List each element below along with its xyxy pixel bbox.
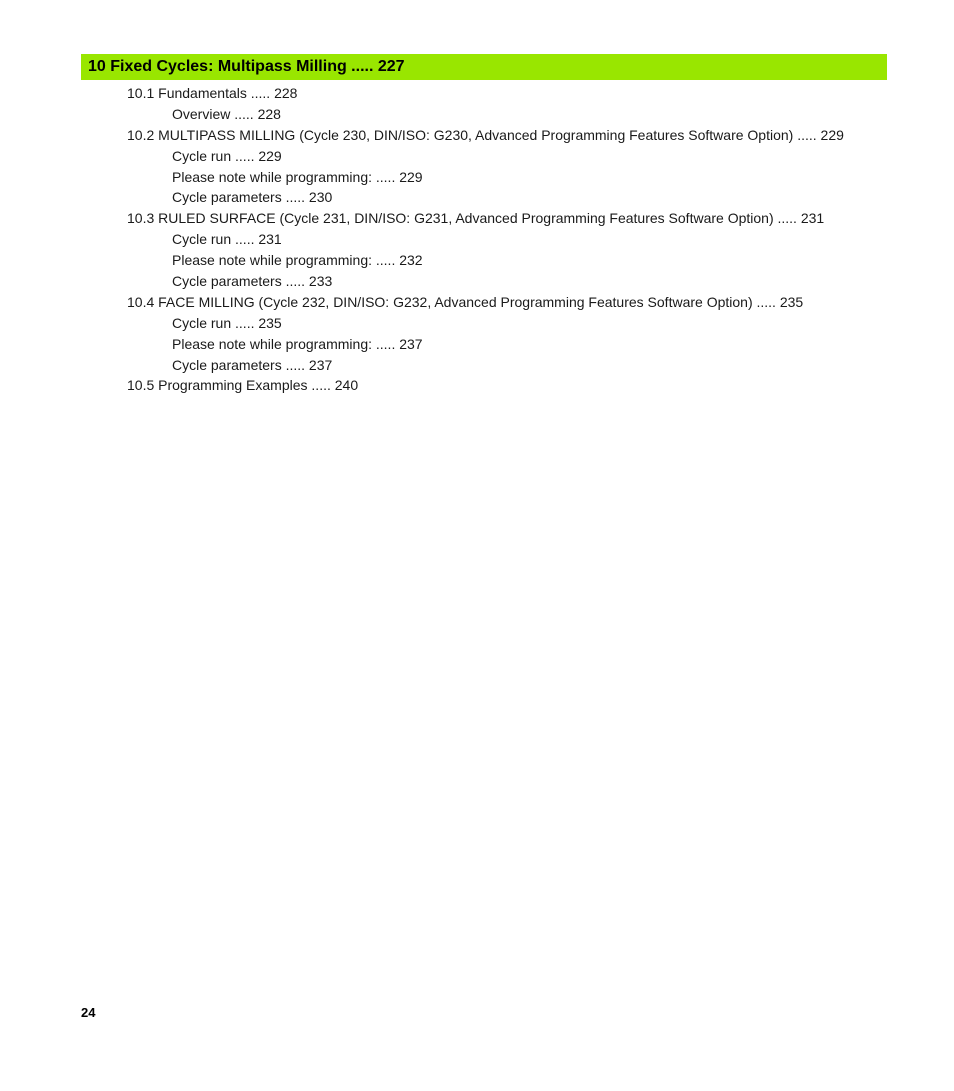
toc-entry-text: 10.3 RULED SURFACE (Cycle 231, DIN/ISO: G231, Advanced Programming Features Software Option) ..... 231	[127, 210, 825, 227]
toc-entry[interactable]	[0, 292, 954, 313]
chapter-title[interactable]: 10 Fixed Cycles: Multipass Milling ..... 227	[88, 58, 405, 75]
toc-entry[interactable]	[0, 125, 954, 146]
toc-entry-text: Please note while programming: ..... 237	[172, 335, 423, 352]
toc-entry-text: 10.2 MULTIPASS MILLING (Cycle 230, DIN/ISO: G230, Advanced Programming Features Software Option) ..... 229	[127, 126, 844, 143]
toc-entry-text: 10.5 Programming Examples ..... 240	[127, 377, 359, 394]
toc-entry-text: Cycle parameters ..... 237	[172, 356, 333, 373]
toc-entry[interactable]	[0, 83, 954, 104]
toc-entry-text: Cycle run ..... 235	[172, 314, 282, 331]
table-of-contents	[0, 83, 954, 396]
toc-entry-text: Please note while programming: ..... 229	[172, 168, 423, 185]
toc-entry-text: Please note while programming: ..... 232	[172, 252, 423, 269]
toc-entry[interactable]	[0, 187, 954, 208]
toc-entry[interactable]	[0, 271, 954, 292]
toc-entry[interactable]	[0, 334, 954, 355]
toc-entry-text: 10.1 Fundamentals ..... 228	[127, 85, 298, 101]
toc-entry[interactable]	[0, 208, 954, 229]
toc-entry-text: Cycle parameters ..... 233	[172, 273, 333, 290]
toc-entry[interactable]	[0, 229, 954, 250]
toc-entry[interactable]	[0, 250, 954, 271]
toc-entry-text: Cycle run ..... 229	[172, 147, 282, 164]
page-number: 24	[81, 1005, 96, 1020]
toc-entry-text: Cycle run ..... 231	[172, 231, 282, 248]
toc-entry[interactable]	[0, 167, 954, 188]
toc-entry[interactable]	[0, 355, 954, 376]
toc-entry[interactable]	[0, 375, 954, 396]
toc-entry-text: Cycle parameters ..... 230	[172, 189, 333, 206]
toc-entry[interactable]	[0, 313, 954, 334]
toc-entry-text: Overview ..... 228	[172, 105, 281, 122]
chapter-header-bar	[81, 54, 887, 80]
toc-entry[interactable]	[0, 146, 954, 167]
toc-entry[interactable]	[0, 104, 954, 125]
toc-entry-text: 10.4 FACE MILLING (Cycle 232, DIN/ISO: G232, Advanced Programming Features Software Option) ..... 235	[127, 293, 804, 310]
